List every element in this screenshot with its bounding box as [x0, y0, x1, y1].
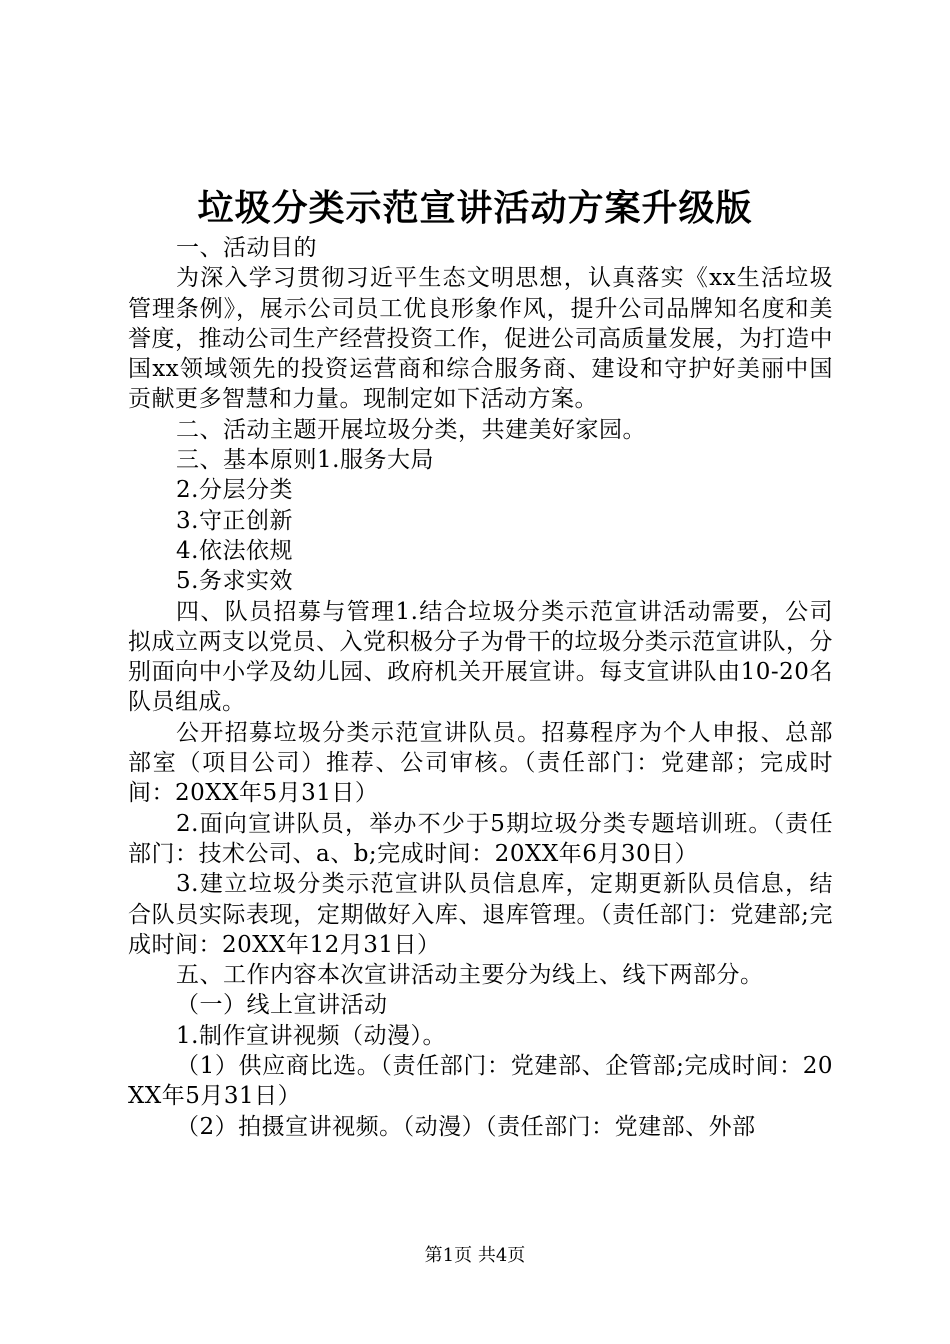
principle-item-2: 2.分层分类	[176, 477, 293, 504]
section-heading-4: 四、队员招募与管理1.结合垃圾分类示范宣讲活动需要，公司拟成立两支以党员、入党积极分子为骨干的垃圾分类示范宣讲队，分别面向中小学及幼儿园、政府机关开展宣讲。每支宣讲队由10-20名队员组成。	[128, 598, 833, 716]
subsection-online: （一）线上宣讲活动	[176, 992, 388, 1019]
principle-item-5: 5.务求实效	[176, 568, 293, 595]
principle-item-4: 4.依法依规	[176, 537, 293, 564]
principle-item-3: 3.守正创新	[176, 507, 293, 534]
paragraph-database: 3.建立垃圾分类示范宣讲队员信息库，定期更新队员信息，结合队员实际表现，定期做好入库、退库管理。（责任部门：党建部;完成时间：20XX年12月31日）	[128, 871, 833, 958]
item-video: 1.制作宣讲视频（动漫）。	[176, 1022, 446, 1049]
paragraph-recruitment: 公开招募垃圾分类示范宣讲队员。招募程序为个人申报、总部部室（项目公司）推荐、公司审核。（责任部门：党建部；完成时间：20XX年5月31日）	[128, 719, 833, 807]
document-title: 垃圾分类示范宣讲活动方案升级版	[197, 187, 753, 229]
section-heading-1: 一、活动目的	[176, 235, 317, 261]
section-heading-3: 三、基本原则1.服务大局	[176, 447, 434, 474]
page-number-footer: 第1页 共4页	[424, 1245, 526, 1266]
item-supplier: （1）供应商比选。（责任部门：党建部、企管部;完成时间：20XX年5月31日）	[128, 1053, 833, 1110]
section-heading-2: 二、活动主题开展垃圾分类，共建美好家园。	[176, 416, 646, 443]
section-heading-5: 五、工作内容本次宣讲活动主要分为线上、线下两部分。	[176, 962, 764, 989]
paragraph-purpose: 为深入学习贯彻习近平生态文明思想，认真落实《xx生活垃圾管理条例》，展示公司员工优良形象作风，提升公司品牌知名度和美誉度，推动公司生产经营投资工作，促进公司高质量发展，为打造中国xx领域领先的投资运营商和综合服务商、建设和守护好美丽中国贡献更多智慧和力量。现制定如下活动方案。	[128, 265, 833, 413]
paragraph-training: 2.面向宣讲队员，举办不少于5期垃圾分类专题培训班。（责任部门：技术公司、a、b;完成时间：20XX年6月30日）	[128, 810, 833, 867]
item-shooting: （2）拍摄宣讲视频。（动漫）（责任部门：党建部、外部	[176, 1113, 756, 1140]
document-body	[128, 233, 833, 1142]
